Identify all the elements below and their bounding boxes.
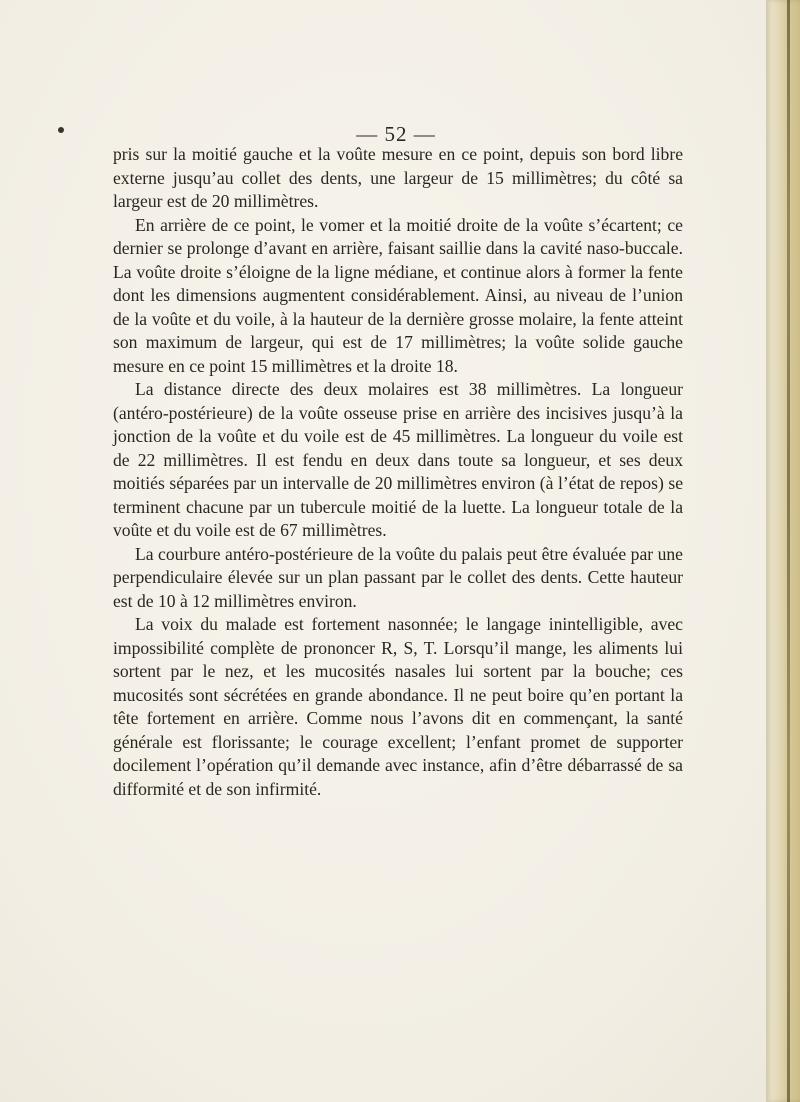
binding-shadow	[787, 0, 790, 1102]
page-edge	[766, 0, 800, 1102]
page-number: — 52 —	[356, 122, 436, 146]
body-text	[113, 143, 683, 801]
paragraph: La distance directe des deux molaires est 38 millimètres. La longueur (antéro-postérieure) de la voûte osseuse prise en arrière des incisives jusqu’à la jonction de la voûte et du voile est de 45 millimètres. La longueur du voile est de 22 millimètres. Il est fendu en deux dans toute sa longueur, et ses deux moitiés séparées par un intervalle de 20 millimètres environ (à l’état de repos) se terminent chacune par un tubercule moitié de la luette. La longueur totale de la voûte et du voile est de 67 millimètres.	[113, 379, 683, 540]
paragraph: La voix du malade est fortement nasonnée; le langage inintelligible, avec impossibilité complète de prononcer R, S, T. Lorsqu’il mange, les aliments lui sortent par le nez, et les mucosités nasales lui sortent par la bouche; ces mucosités sont sécrétées en grande abondance. Il ne peut boire qu’en portant la tête fortement en arrière. Comme nous l’avons dit en commençant, la santé générale est florissante; le courage excellent; l’enfant promet de supporter docilement l’opération qu’il demande avec instance, afin d’être débarrassé de sa difformité et de son infirmité.	[113, 614, 683, 799]
paragraph: pris sur la moitié gauche et la voûte mesure en ce point, depuis son bord libre externe jusqu’au collet des dents, une largeur de 15 millimètres; du côté sa largeur est de 20 millimètres.	[113, 144, 683, 211]
paragraph: En arrière de ce point, le vomer et la moitié droite de la voûte s’écartent; ce dernier se prolonge d’avant en arrière, faisant saillie dans la cavité naso-buccale. La voûte droite s’éloigne de la ligne médiane, et continue alors à former la fente dont les dimensions augmentent considérablement. Ainsi, au niveau de l’union de la voûte et du voile, à la hauteur de la dernière grosse molaire, la fente atteint son maximum de largeur, qui est de 17 millimètres; la voûte solide gauche mesure en ce point 15 millimètres et la droite 18.	[113, 214, 683, 376]
paragraph: La courbure antéro-postérieure de la voûte du palais peut être évaluée par une perpendiculaire élevée sur un plan passant par le collet des dents. Cette hauteur est de 10 à 12 millimètres environ.	[113, 543, 683, 611]
